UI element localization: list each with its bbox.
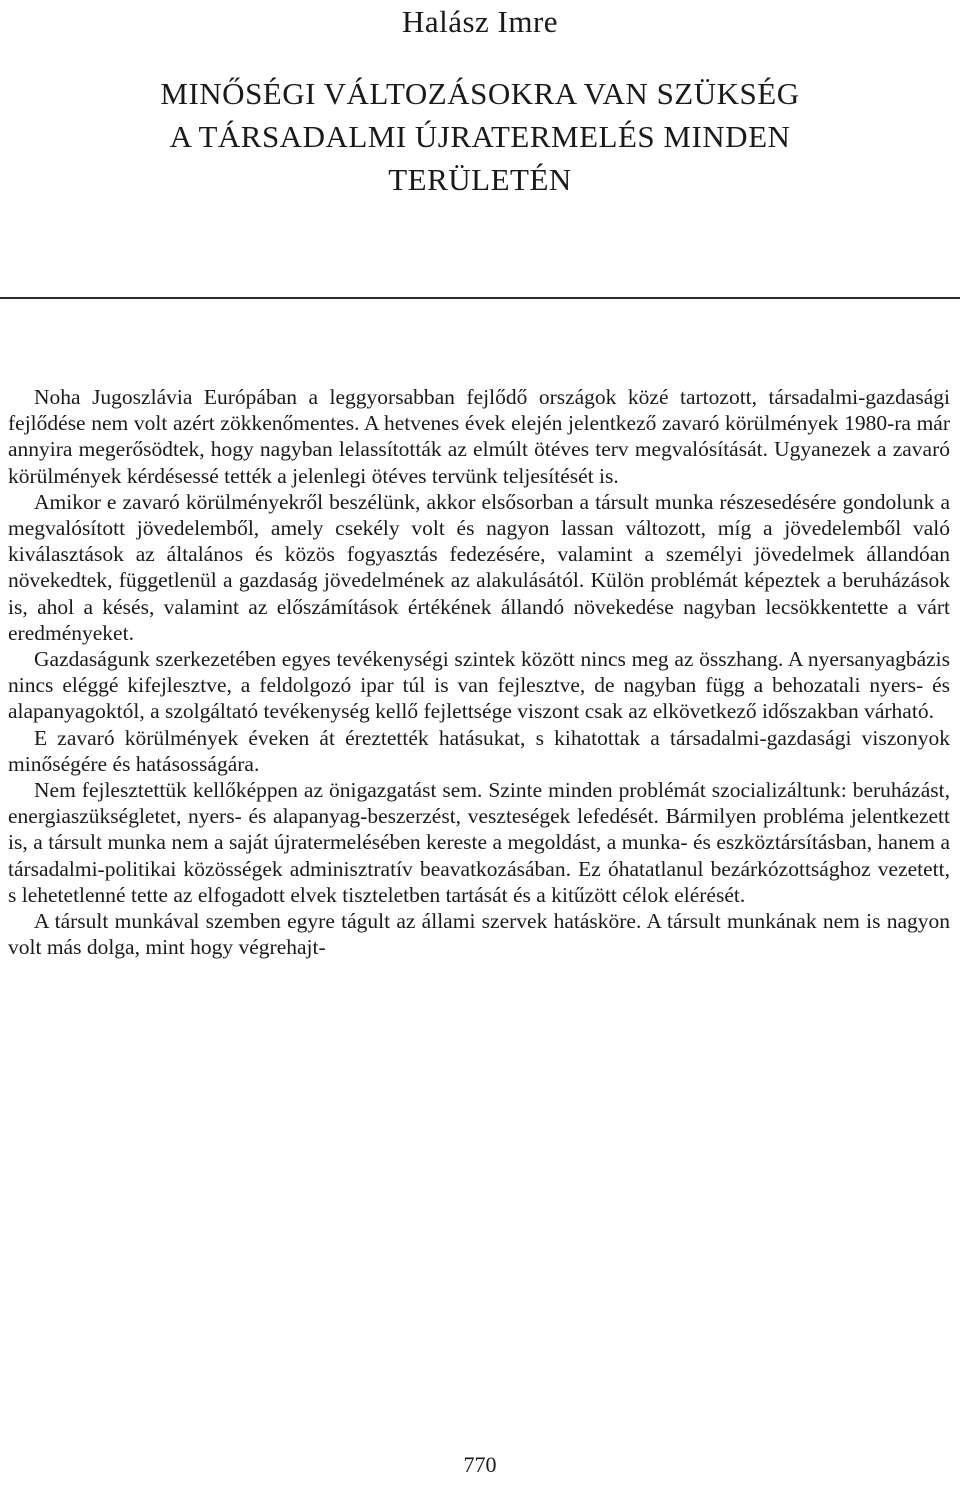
page-number: 770 bbox=[463, 1452, 497, 1477]
paragraph: Nem fejlesztettük kellőképpen az önigazgatást sem. Szinte minden problémát szocializáltunk: beruházást, energiaszükségletet, nyers- és alapanyag-beszerzést, veszteségek lefedését. Bármilyen probléma jelentkezett is, a társult munka nem a saját újratermelésében kereste a megoldást, a munka- és eszköztársításban, hanem a társadalmi-politikai közösségek adminisztratív beavatkozásában. Ez óhatatlanul bezárkózottsághoz vezetett, s lehetetlenné tette az elfogadott elvek tiszteletben tartását és a kitűzött célok elérését. bbox=[8, 778, 950, 907]
author-name: Halász Imre bbox=[401, 4, 559, 39]
article-title bbox=[0, 72, 960, 201]
paragraph: A társult munkával szemben egyre tágult az állami szervek hatásköre. A társult munkának nem is nagyon volt más dolga, mint hogy végrehajt- bbox=[8, 909, 950, 960]
separator-rule bbox=[0, 297, 960, 299]
paragraph: Gazdaságunk szerkezetében egyes tevékenységi szintek között nincs meg az összhang. A nyersanyagbázis nincs eléggé kifejlesztve, a feldolgozó ipar túl is van fejlesztve, de nagyban függ a behozatali nyers- és alapanyagoktól, a szolgáltató tevékenység kellő fejlettsége viszont csak az elkövetkező időszakban várható. bbox=[8, 647, 950, 724]
paragraph: Noha Jugoszlávia Európában a leggyorsabban fejlődő országok közé tartozott, társadalmi-gazdasági fejlődése nem volt azért zökkenőmentes. A hetvenes évek elején jelentkező zavaró körülmények 1980-ra már annyira megerősödtek, hogy nagyban lelassították az elmúlt ötéves terv megvalósítását. Ugyanezek a zavaró körülmények kérdésessé tették a jelenlegi ötéves tervünk teljesítését is. bbox=[8, 385, 950, 488]
title-line: TERÜLETÉN bbox=[388, 162, 572, 197]
title-line: A TÁRSADALMI ÚJRATERMELÉS MINDEN bbox=[169, 119, 791, 154]
title-line: MINŐSÉGI VÁLTOZÁSOKRA VAN SZÜKSÉG bbox=[160, 76, 800, 111]
paragraph: E zavaró körülmények éveken át éreztették hatásukat, s kihatottak a társadalmi-gazdasági viszonyok minőségére és hatásosságára. bbox=[8, 725, 950, 776]
paragraph: Amikor e zavaró körülményekről beszélünk, akkor elsősorban a társult munka részesedésére gondolunk a megvalósított jövedelemből, amely csekély volt és nagyon lassan változott, míg a jövedelemből való kiválasztások az általános és közös fogyasztás fedezésére, valamint a személyi jövedelmek állandóan növekedtek, függetlenül a gazdaság jövedelmének az alakulásától. Külön problémát képeztek a beruházások is, ahol a késés, valamint az előszámítások értékének állandó növekedése nagyban lecsökkentette a várt eredményeket. bbox=[8, 489, 950, 645]
article-body bbox=[8, 384, 950, 960]
